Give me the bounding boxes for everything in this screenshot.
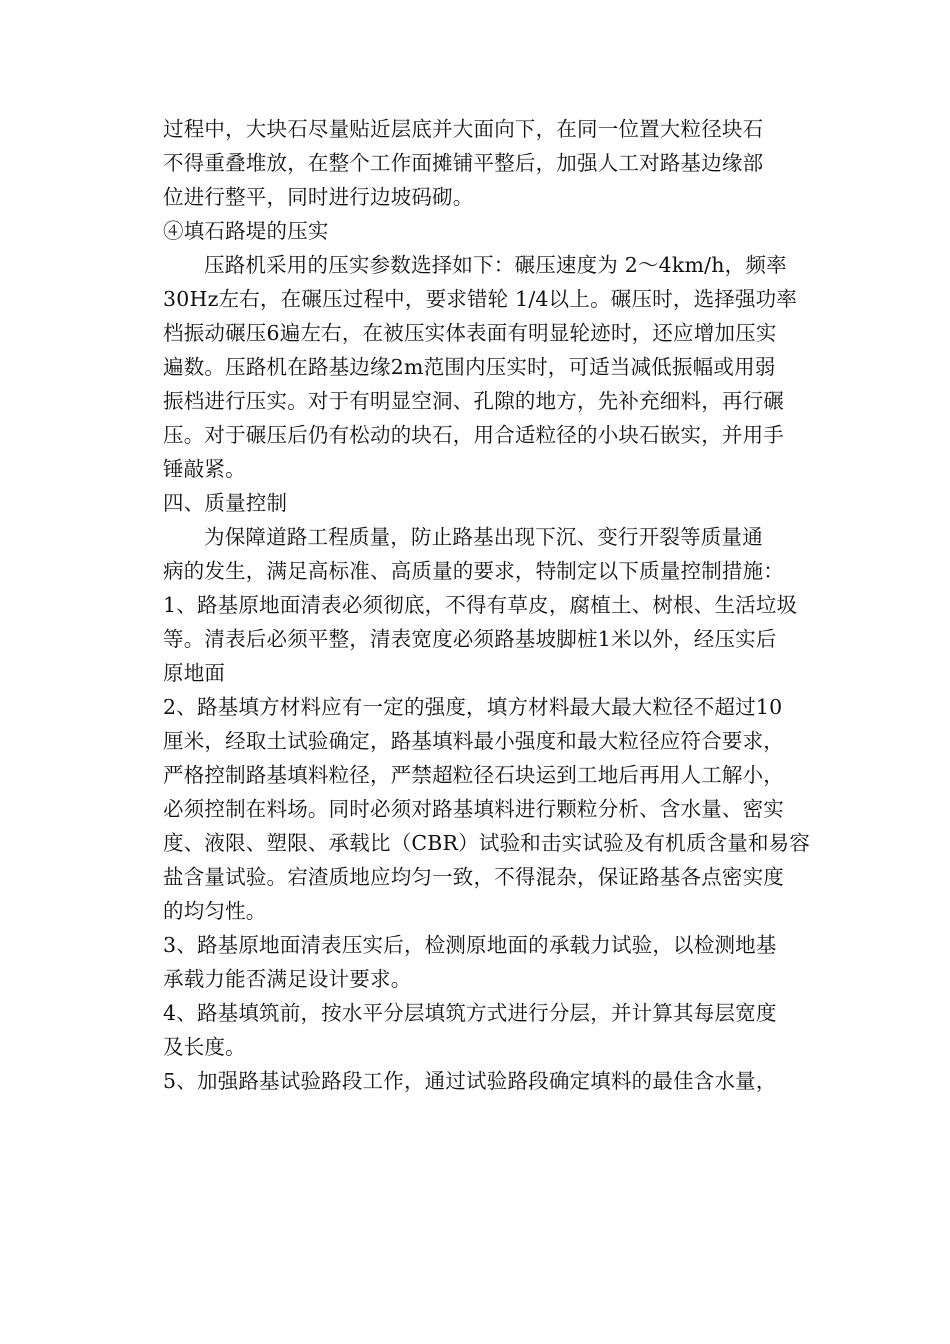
text-line: 遍数。压路机在路基边缘2m范围内压实时，可适当减低振幅或用弱 bbox=[163, 355, 776, 379]
text-line: 过程中，大块石尽量贴近层底并大面向下，在同一位置大粒径块石 bbox=[163, 117, 764, 141]
text-line: 严格控制路基填料粒径，严禁超粒径石块运到工地后再用人工解小， bbox=[163, 763, 784, 787]
text-line: 振档进行压实。对于有明显空洞、孔隙的地方，先补充细料，再行碾 bbox=[163, 389, 784, 413]
text-line: 及长度。 bbox=[163, 1035, 246, 1059]
list-item: 4、路基填筑前，按水平分层填筑方式进行分层，并计算其每层宽度 bbox=[163, 1001, 777, 1025]
text-line: 为保障道路工程质量，防止路基出现下沉、变行开裂等质量通 bbox=[204, 525, 763, 549]
section-heading: 四、质量控制 bbox=[163, 491, 288, 515]
text-line: 30Hz左右，在碾压过程中，要求错轮 1/4以上。碾压时，选择强功率 bbox=[163, 287, 798, 311]
list-item: 5、加强路基试验路段工作，通过试验路段确定填料的最佳含水量， bbox=[163, 1069, 777, 1093]
text-line: 原地面 bbox=[163, 661, 226, 685]
text-line: 锤敲紧。 bbox=[163, 457, 246, 481]
text-line: 度、液限、塑限、承载比（CBR）试验和击实试验及有机质含量和易容 bbox=[163, 831, 811, 855]
text-line: 盐含量试验。宕渣质地应均匀一致，不得混杂，保证路基各点密实度 bbox=[163, 865, 784, 889]
list-item: 3、路基原地面清表压实后，检测原地面的承载力试验，以检测地基 bbox=[163, 933, 777, 957]
text-line: 病的发生，满足高标准、高质量的要求，特制定以下质量控制措施： bbox=[163, 559, 784, 583]
list-item: 1、路基原地面清表必须彻底，不得有草皮，腐植土、树根、生活垃圾 bbox=[163, 593, 798, 617]
text-line: 承载力能否满足设计要求。 bbox=[163, 967, 412, 991]
text-line: 位进行整平，同时进行边坡码砌。 bbox=[163, 185, 474, 209]
section-heading: ④填石路堤的压实 bbox=[163, 219, 329, 243]
text-line: 档振动碾压6遍左右，在被压实体表面有明显轮迹时，还应增加压实 bbox=[163, 321, 777, 345]
text-line: 必须控制在料场。同时必须对路基填料进行颗粒分析、含水量、密实 bbox=[163, 797, 784, 821]
text-line: 不得重叠堆放，在整个工作面摊铺平整后，加强人工对路基边缘部 bbox=[163, 151, 764, 175]
list-item: 2、路基填方材料应有一定的强度，填方材料最大最大粒径不超过10 bbox=[163, 695, 783, 719]
text-line: 厘米，经取土试验确定，路基填料最小强度和最大粒径应符合要求， bbox=[163, 729, 784, 753]
text-line: 的均匀性。 bbox=[163, 899, 267, 923]
text-line: 压。对于碾压后仍有松动的块石，用合适粒径的小块石嵌实，并用手 bbox=[163, 423, 784, 447]
text-line: 等。清表后必须平整，清表宽度必须路基坡脚桩1米以外，经压实后 bbox=[163, 627, 777, 651]
document-page bbox=[163, 112, 813, 1098]
text-line: 压路机采用的压实参数选择如下：碾压速度为 2～4km/h，频率 bbox=[204, 253, 787, 277]
